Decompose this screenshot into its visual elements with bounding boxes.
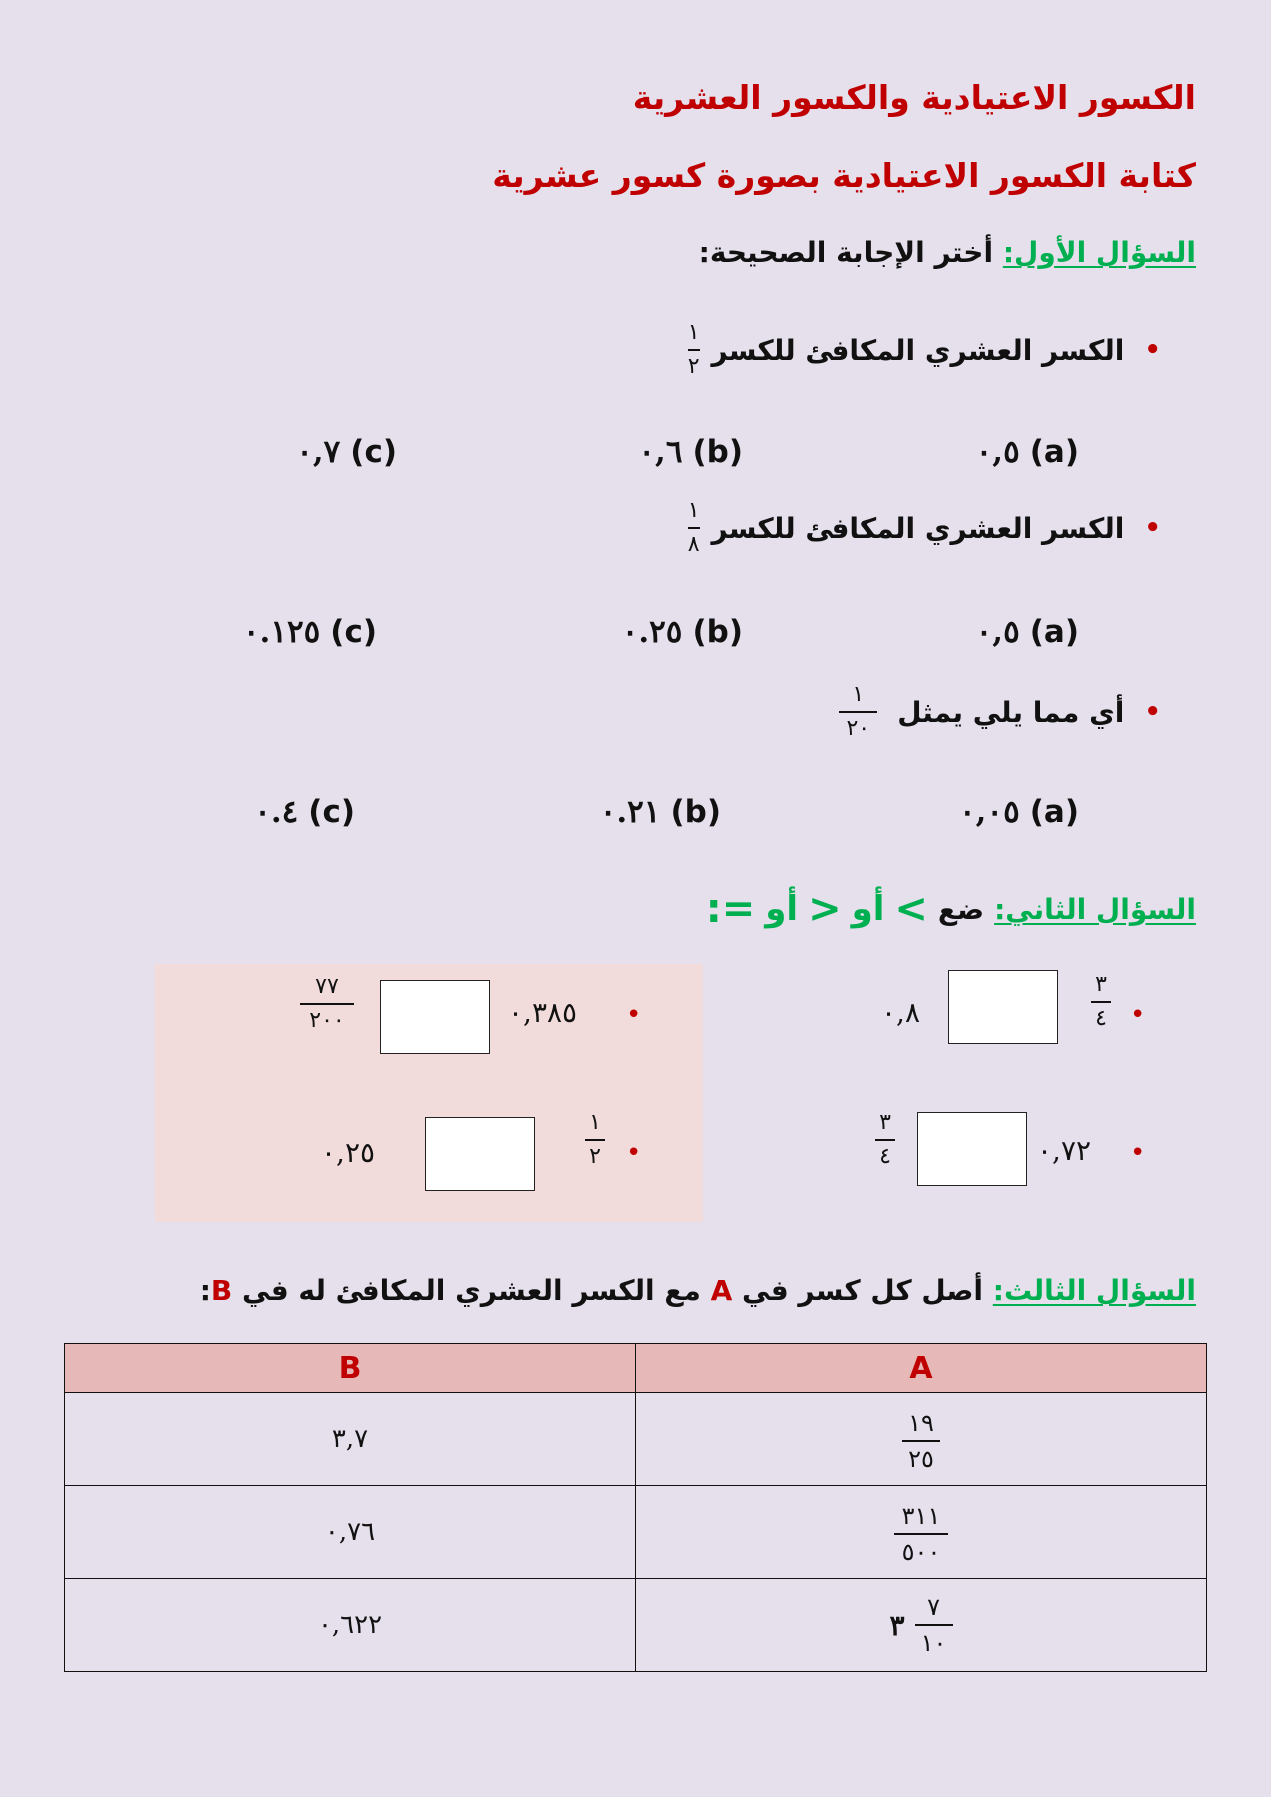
table-row — [65, 1486, 1207, 1579]
greater-than-symbol: > — [894, 886, 928, 932]
bullet-icon: • — [1130, 1000, 1146, 1030]
q1-item-3-prompt: أي مما يلي يمثل — [897, 695, 1125, 729]
table-cell-a[interactable] — [636, 1393, 1207, 1486]
option-letter: (c) — [330, 614, 377, 650]
q1-item-1-option-c[interactable] — [296, 434, 397, 470]
bullet-icon: • — [1144, 697, 1161, 727]
column-header-a: A — [636, 1344, 1207, 1393]
q3-colon: : — [199, 1274, 211, 1307]
fraction-numerator: ١٩ — [908, 1408, 934, 1437]
q1-item-1-option-b[interactable] — [638, 434, 743, 470]
q2-label: السؤال الثاني: — [994, 892, 1196, 926]
q2-r2-fraction — [875, 1112, 895, 1168]
table-cell-a[interactable] — [636, 1579, 1207, 1672]
fraction-denominator: ٤ — [1095, 1006, 1107, 1031]
column-header-b: B — [65, 1344, 636, 1393]
q2-r2-answer-box[interactable] — [917, 1112, 1027, 1186]
table-row — [65, 1393, 1207, 1486]
option-value: ٠.٤ — [254, 794, 299, 830]
fraction-bar — [839, 711, 877, 713]
q1-item-3-option-b[interactable] — [600, 794, 721, 830]
option-letter: (a) — [1029, 794, 1079, 830]
q2-r1-answer-box[interactable] — [948, 970, 1058, 1044]
less-than-symbol: < — [808, 886, 842, 932]
q3-instruction-1: أصل كل كسر في — [742, 1274, 984, 1307]
option-letter: (b) — [692, 434, 743, 470]
equals-symbol: =: — [705, 886, 756, 932]
option-value: ٠,٥ — [975, 614, 1020, 650]
mixed-number — [889, 1595, 952, 1655]
q1-item-1-prompt: الكسر العشري المكافئ للكسر — [711, 333, 1125, 367]
table-cell-b[interactable]: ٣,٧ — [65, 1393, 636, 1486]
bullet-icon: • — [1130, 1138, 1146, 1168]
option-value: ٠.٢٥ — [621, 614, 683, 650]
bullet-icon: • — [1144, 335, 1161, 365]
fraction-denominator: ٢ — [687, 354, 700, 379]
fraction-denominator: ٢٥ — [908, 1444, 934, 1473]
fraction-bar — [915, 1624, 953, 1626]
fraction-bar — [875, 1139, 895, 1141]
q2-r1-value: ٠,٨ — [881, 996, 920, 1029]
mixed-whole: ٣ — [889, 1608, 905, 1642]
q2-header — [706, 886, 1196, 932]
fraction-bar — [1091, 1001, 1111, 1003]
or-word-2: أو — [765, 889, 799, 929]
table-cell-b[interactable]: ٠,٦٢٢ — [65, 1579, 636, 1672]
option-value: ٠,٦ — [638, 434, 683, 470]
bullet-icon: • — [1144, 513, 1161, 543]
q2-l1-answer-box[interactable] — [380, 980, 490, 1054]
q2-l1-fraction — [300, 976, 354, 1032]
fraction-numerator: ١ — [687, 320, 700, 345]
q1-item-2-fraction — [688, 500, 700, 556]
bullet-icon: • — [626, 1138, 642, 1168]
fraction-numerator: ١ — [589, 1110, 601, 1135]
q1-item-2-option-c[interactable] — [243, 614, 377, 650]
q1-item-1-fraction — [688, 322, 700, 378]
fraction-bar — [902, 1440, 940, 1442]
fraction-denominator: ٨ — [687, 532, 700, 557]
option-value: ٠.٢١ — [599, 794, 661, 830]
fraction-numerator: ١ — [852, 682, 865, 707]
q1-item-3-fraction — [839, 684, 877, 740]
fraction-denominator: ٢ — [589, 1144, 601, 1169]
q1-instruction: أختر الإجابة الصحيحة: — [698, 236, 994, 269]
option-letter: (a) — [1029, 434, 1079, 470]
fraction-denominator: ٢٠٠ — [309, 1008, 345, 1033]
bullet-icon: • — [626, 1000, 642, 1030]
fraction-bar — [688, 349, 700, 351]
fraction-denominator: ١٠ — [920, 1629, 947, 1657]
table-cell-b[interactable]: ٠,٧٦ — [65, 1486, 636, 1579]
matching-table — [64, 1343, 1207, 1672]
q3-column-a-ref: A — [710, 1274, 733, 1307]
fraction-numerator: ١ — [687, 498, 700, 523]
fraction-denominator: ٤ — [879, 1144, 891, 1169]
fraction-bar — [688, 527, 700, 529]
q2-l2-answer-box[interactable] — [425, 1117, 535, 1191]
q3-instruction-2: مع الكسر العشري المكافئ له في — [242, 1274, 701, 1307]
q1-item-3-option-c[interactable] — [254, 794, 355, 830]
q2-l2-fraction — [585, 1112, 605, 1168]
table-cell-a[interactable] — [636, 1486, 1207, 1579]
q2-l2-value: ٠,٢٥ — [321, 1136, 376, 1169]
fraction-denominator: ٢٠ — [846, 716, 871, 741]
table-fraction — [902, 1408, 940, 1473]
fraction-numerator: ٣ — [879, 1110, 891, 1135]
q2-r1-fraction — [1091, 974, 1111, 1030]
q1-item-3 — [839, 684, 1161, 740]
option-letter: (c) — [350, 434, 397, 470]
q1-item-2-option-b[interactable] — [622, 614, 743, 650]
option-value: ٠,٧ — [296, 434, 341, 470]
fraction-numerator: ٧ — [927, 1593, 940, 1621]
page-subtitle: كتابة الكسور الاعتيادية بصورة كسور عشرية — [492, 156, 1196, 195]
q3-label: السؤال الثالث: — [992, 1274, 1196, 1307]
fraction-numerator: ٣ — [1095, 972, 1107, 997]
fraction-bar — [585, 1139, 605, 1141]
option-letter: (c) — [308, 794, 355, 830]
option-value: ٠.١٢٥ — [242, 614, 321, 650]
q1-item-2-option-a[interactable] — [976, 614, 1079, 650]
fraction-numerator: ٧٧ — [315, 974, 339, 999]
q1-header — [699, 236, 1196, 269]
option-letter: (b) — [692, 614, 743, 650]
q2-r2-value: ٠,٧٢ — [1037, 1134, 1092, 1167]
q3-header — [200, 1274, 1196, 1307]
option-value: ٠,٥ — [975, 434, 1020, 470]
fraction-numerator: ٣١١ — [901, 1501, 941, 1530]
fraction-denominator: ٥٠٠ — [901, 1537, 941, 1566]
option-letter: (a) — [1029, 614, 1079, 650]
q1-item-1 — [688, 322, 1161, 378]
page-title: الكسور الاعتيادية والكسور العشرية — [632, 78, 1196, 117]
q2-instruction: ضع — [937, 892, 985, 926]
table-header-row — [65, 1344, 1207, 1393]
q1-label: السؤال الأول: — [1002, 236, 1196, 269]
fraction-bar — [300, 1003, 354, 1005]
q2-l1-value: ٠,٣٨٥ — [508, 996, 578, 1029]
q1-item-2 — [688, 500, 1161, 556]
table-fraction — [915, 1595, 953, 1655]
table-fraction — [894, 1501, 948, 1566]
option-value: ٠,٠٥ — [958, 794, 1020, 830]
or-word-1: أو — [851, 889, 885, 929]
q1-item-3-option-a[interactable] — [959, 794, 1079, 830]
q1-item-1-option-a[interactable] — [976, 434, 1079, 470]
table-row — [65, 1579, 1207, 1672]
q1-item-2-prompt: الكسر العشري المكافئ للكسر — [711, 511, 1125, 545]
fraction-bar — [894, 1533, 948, 1535]
q3-column-b-ref: B — [210, 1274, 233, 1307]
option-letter: (b) — [670, 794, 721, 830]
